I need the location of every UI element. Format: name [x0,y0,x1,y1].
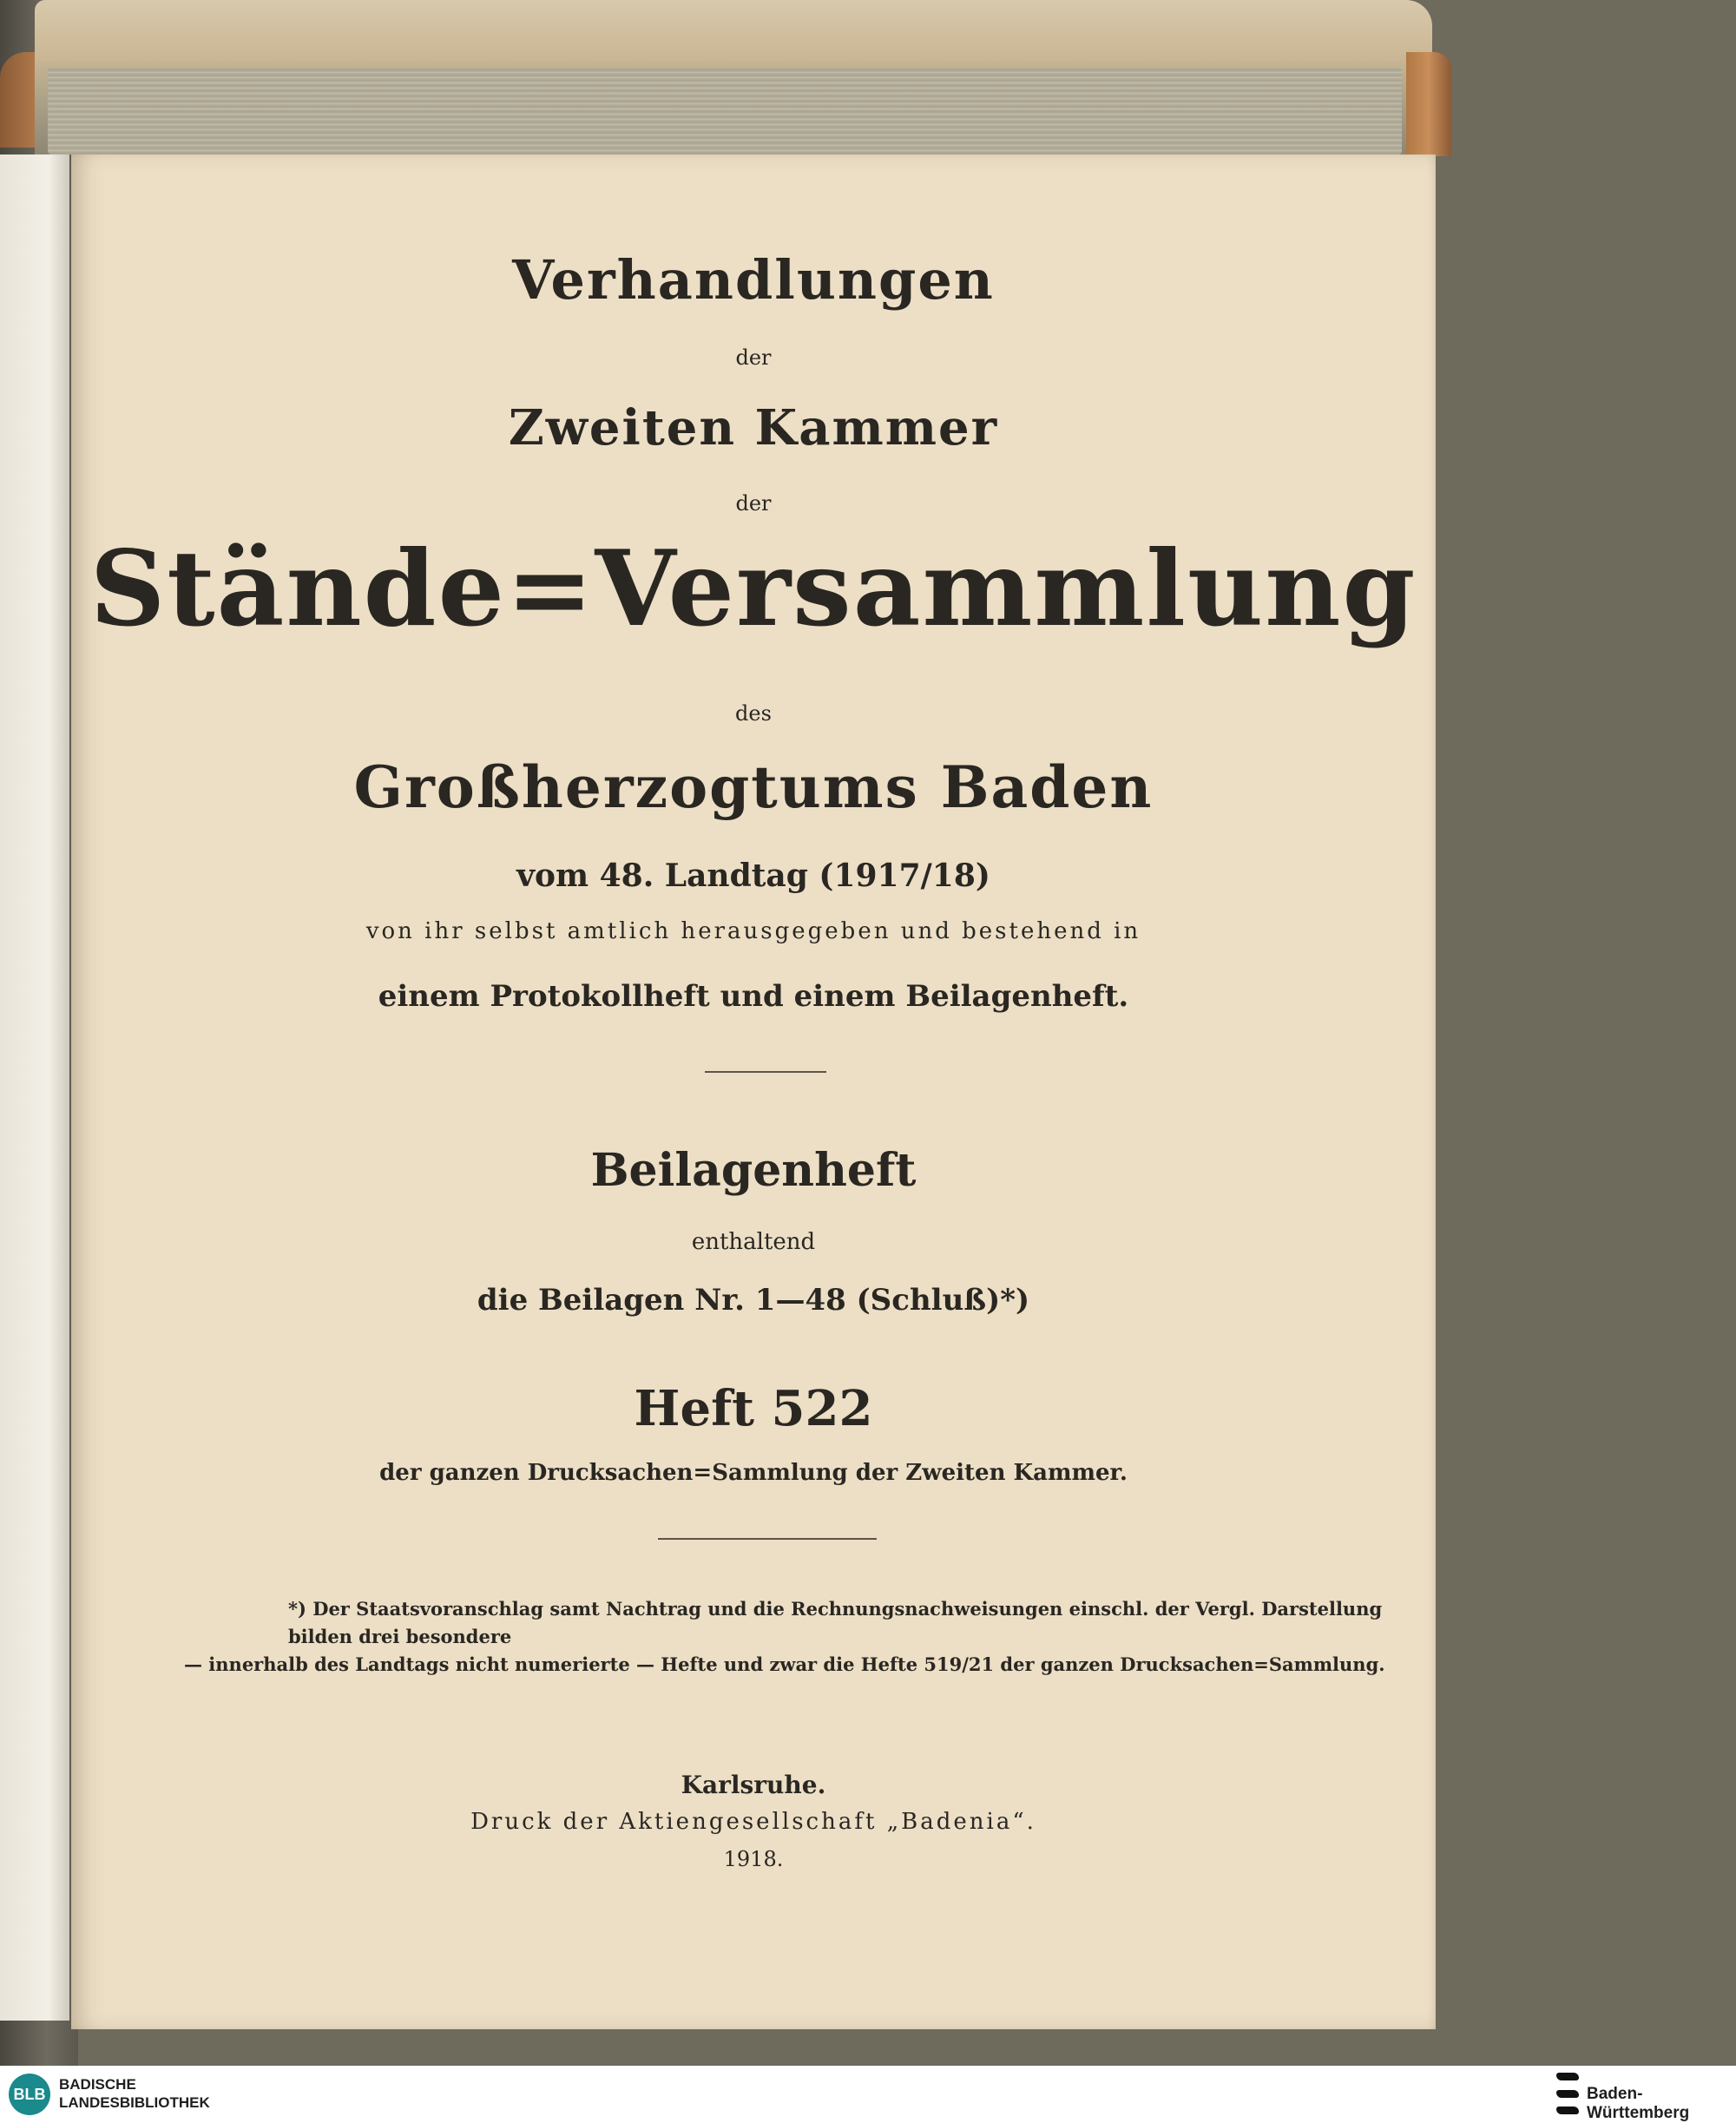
title-staende-versammlung: Stände=Versammlung [89,528,1417,650]
heading-beilagenheft: Beilagenheft [590,1144,917,1197]
footer-bar [0,2066,1736,2123]
text-protokollheft: einem Protokollheft und einem Beilagenheft. [378,979,1129,1014]
text-des: des [735,701,772,726]
text-beilagen-range: die Beilagen Nr. 1—48 (Schluß)*) [477,1283,1030,1318]
heading-heft-number: Heft 522 [634,1380,873,1437]
text-enthaltend: enthaltend [691,1229,816,1255]
imprint-year: 1918. [723,1847,784,1871]
text-der-1: der [735,345,772,370]
divider-rule [658,1538,877,1540]
text-der-2: der [735,491,772,516]
blb-label-line-2: LANDESBIBLIOTHEK [59,2094,210,2111]
baden-wuerttemberg-label[interactable]: Baden-Württemberg [1587,2085,1690,2122]
imprint-printer: Druck der Aktiengesellschaft „Badenia“. [470,1809,1036,1835]
footnote [184,1595,1451,1679]
footnote-line-1: *) Der Staatsvoranschlag samt Nachtrag und die Rechnungsnachweisungen einschl. der Vergl. Darstellung bilden drei besondere [288,1598,1383,1647]
page-edges [48,68,1402,154]
book-binding-right [1406,52,1451,156]
text-landtag: vom 48. Landtag (1917/18) [516,858,990,894]
title-page [71,154,1436,2029]
blb-label[interactable] [59,2075,210,2112]
footnote-line-2: — innerhalb des Landtags nicht numerierte — Hefte und zwar die Hefte 519/21 der ganzen Drucksachen=Sammlung. [184,1653,1385,1675]
three-lions-icon[interactable] [1555,2073,1580,2114]
text-amtlich: von ihr selbst amtlich herausgegeben und bestehend in [365,918,1141,944]
blb-logo-icon[interactable]: BLB [9,2074,50,2115]
blb-label-line-1: BADISCHE [59,2076,136,2093]
imprint-place: Karlsruhe. [681,1771,826,1799]
text-drucksachen-sammlung: der ganzen Drucksachen=Sammlung der Zweiten Kammer. [379,1460,1128,1486]
title-grossherzogtums-baden: Großherzogtums Baden [353,753,1154,821]
left-page-leaf [0,154,69,2021]
divider-rule [705,1071,826,1073]
title-zweiten-kammer: Zweiten Kammer [508,399,999,457]
title-verhandlungen: Verhandlungen [512,248,995,312]
